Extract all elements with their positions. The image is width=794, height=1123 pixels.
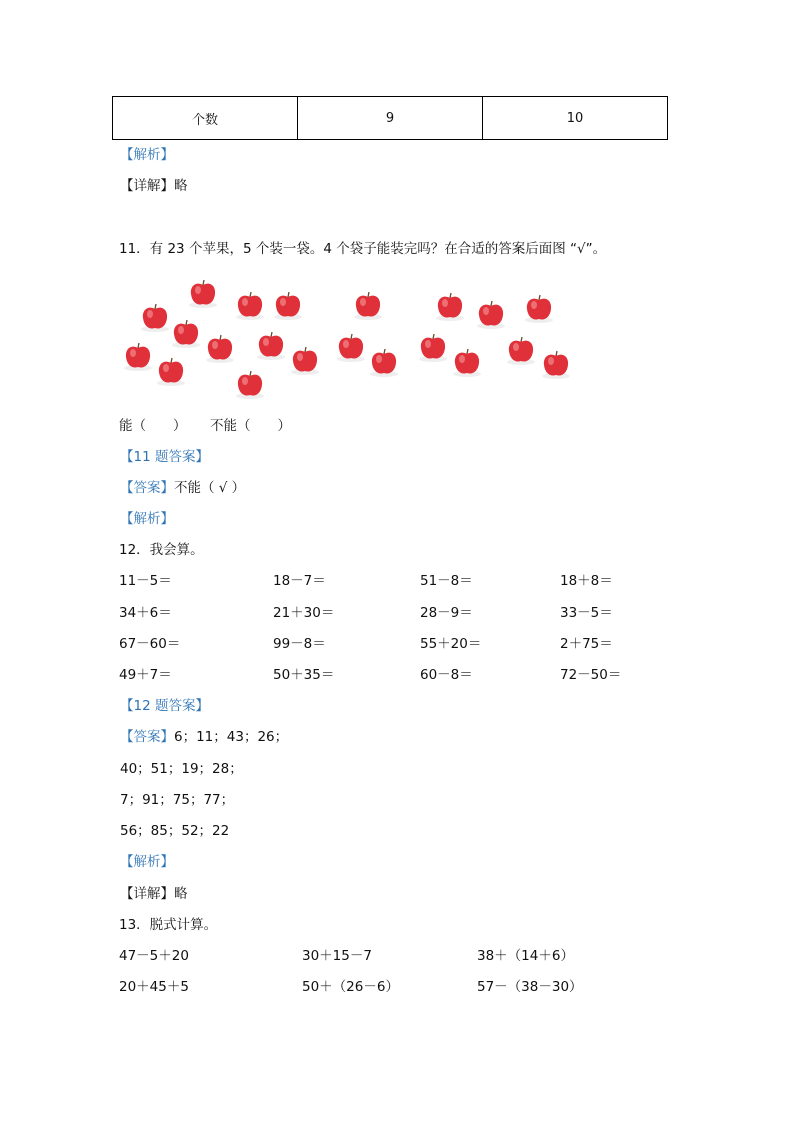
answer-12-line-1: [120, 729, 288, 745]
option-no: 不能（ ）: [210, 418, 291, 434]
arithmetic-problem: 21＋30＝: [273, 605, 335, 621]
expression-problem: 20＋45＋5: [119, 979, 189, 995]
answer-text: 6；11；43；26；: [174, 729, 289, 745]
arithmetic-problem: 28－9＝: [420, 605, 473, 621]
apple-icon: [171, 317, 201, 349]
answer-12-line-4: 56；85；52；22: [120, 823, 230, 839]
answer-label: 【答案】: [120, 729, 174, 745]
arithmetic-problem: 49＋7＝: [119, 667, 172, 683]
arithmetic-problem: 50＋35＝: [273, 667, 335, 683]
apple-icon: [506, 334, 536, 366]
analysis-heading: 【解析】: [120, 147, 174, 163]
apple-icon: [123, 340, 153, 372]
apple-icon: [541, 348, 571, 380]
arithmetic-problem: 72－50＝: [560, 667, 622, 683]
expression-problem: 57－（38－30）: [477, 979, 583, 995]
apple-icon: [476, 298, 506, 330]
arithmetic-problem: 60－8＝: [420, 667, 473, 683]
apple-icon: [140, 301, 170, 333]
apple-icon: [435, 290, 465, 322]
apple-icon: [205, 332, 235, 364]
option-yes: 能（ ）: [119, 418, 187, 434]
apple-icon: [235, 368, 265, 400]
question-11: 11．有 23 个苹果，5 个装一袋。4 个袋子能装完吗？在合适的答案后面图 “√”。: [119, 241, 607, 257]
apple-icon: [290, 344, 320, 376]
apple-icon: [369, 346, 399, 378]
arithmetic-problem: 11－5＝: [119, 573, 172, 589]
apple-icon: [188, 277, 218, 309]
answer-label: 【答案】: [120, 480, 174, 496]
answer-11: [120, 480, 245, 496]
arithmetic-problem: 67－60＝: [119, 636, 181, 652]
arithmetic-problem: 51－8＝: [420, 573, 473, 589]
detail-text: 【详解】略: [120, 178, 188, 194]
apple-icon: [336, 331, 366, 363]
expression-problem: 47－5＋20: [119, 948, 189, 964]
apple-icon: [452, 346, 482, 378]
apple-icon: [256, 329, 286, 361]
arithmetic-problem: 55＋20＝: [420, 636, 482, 652]
table-cell: 个数: [113, 97, 298, 140]
expression-problem: 30＋15－7: [302, 948, 372, 964]
apple-icon: [273, 289, 303, 321]
apple-icon: [524, 292, 554, 324]
question-13: 13．脱式计算。: [119, 917, 218, 933]
analysis-heading: 【解析】: [120, 511, 174, 527]
analysis-heading: 【解析】: [120, 854, 174, 870]
expression-problem: 50＋（26－6）: [302, 979, 399, 995]
apple-icon: [235, 289, 265, 321]
question-12: 12．我会算。: [119, 542, 204, 558]
arithmetic-problem: 18＋8＝: [560, 573, 613, 589]
arithmetic-problem: 18－7＝: [273, 573, 326, 589]
arithmetic-problem: 34＋6＝: [119, 605, 172, 621]
detail-text: 【详解】略: [120, 886, 188, 902]
table-cell: 10: [483, 97, 668, 140]
apple-icon: [156, 355, 186, 387]
apple-icon: [353, 289, 383, 321]
count-table: [112, 96, 668, 140]
answer-12-line-3: 7；91；75；77；: [120, 792, 235, 808]
arithmetic-problem: 99－8＝: [273, 636, 326, 652]
answer-heading-12: 【12 题答案】: [120, 698, 209, 714]
expression-problem: 38＋（14＋6）: [477, 948, 574, 964]
arithmetic-problem: 2＋75＝: [560, 636, 613, 652]
answer-12-line-2: 40；51；19；28；: [120, 761, 243, 777]
answer-heading-11: 【11 题答案】: [120, 449, 209, 465]
answer-text: 不能（ √ ）: [174, 480, 246, 496]
apple-icon: [418, 331, 448, 363]
table-cell: 9: [298, 97, 483, 140]
arithmetic-problem: 33－5＝: [560, 605, 613, 621]
